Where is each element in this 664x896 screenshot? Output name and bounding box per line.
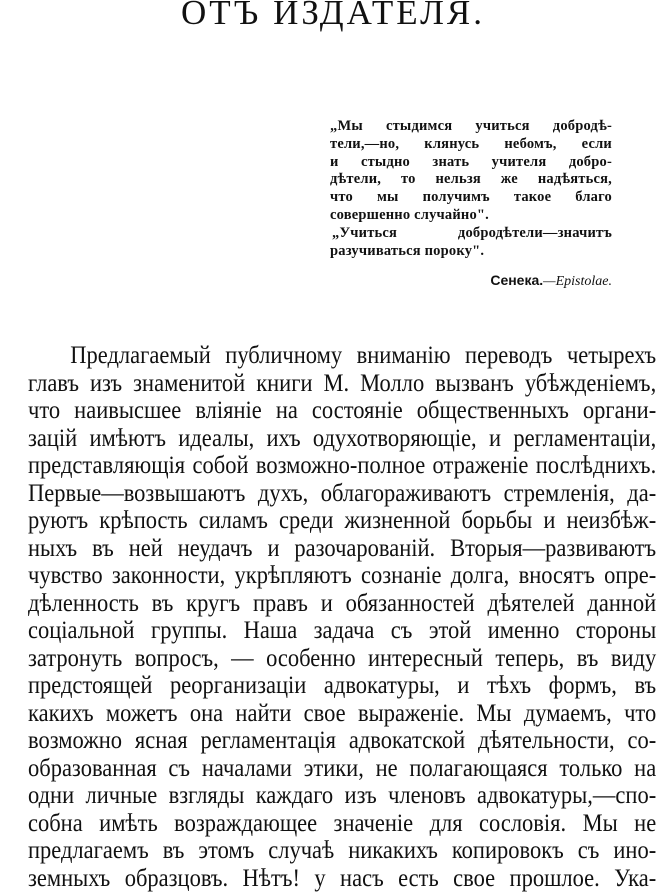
body-line: одни личные взгляды каждаго изъ членовъ адвокатуры,—спо- (28, 782, 657, 809)
epigraph-line: тели,—но, клянусь небомъ, если (330, 135, 612, 152)
body-line: дѣленность въ кругъ правъ и обязанностей дѣятелей данной (28, 589, 657, 617)
page-title: ОТЪ ИЗДАТЕЛЯ. (181, 0, 485, 32)
body-line: представляющія собой возможно-полное отраженіе послѣднихъ. (28, 452, 657, 479)
body-line: предлагаемъ въ этомъ случаѣ никакихъ копировокъ съ ино- (28, 837, 657, 864)
epigraph-line: разучиваться пороку". (330, 242, 485, 259)
body-line: какихъ можетъ она найти свое выраженіе. Мы думаемъ, что (28, 699, 657, 727)
epigraph-line: „Мы стыдимся учиться добродѣ- (330, 118, 612, 134)
body-line: земныхъ образцовъ. Нѣтъ! у насъ есть свое прошлое. Ука- (28, 864, 657, 892)
epigraph (330, 118, 612, 260)
body-line: ныхъ въ ней неудачъ и разочарованій. Вторыя—развиваютъ (28, 534, 657, 562)
epigraph-source: —Epistolae. (543, 274, 612, 289)
body-line: затронуть вопросъ, — особенно интересный теперь, въ виду (28, 644, 657, 672)
body-line: Первые—возвышаютъ духъ, облагораживаютъ стремленія, да- (28, 479, 657, 507)
body-line: соціальной группы. Наша задача съ этой именно стороны (28, 617, 657, 644)
body-line: Предлагаемый публичному вниманію переводъ четырехъ (70, 342, 657, 369)
body-line: предстоящей реорганизаціи адвокатуры, и тѣхъ формъ, въ (28, 672, 657, 699)
epigraph-attribution (490, 272, 612, 290)
epigraph-line: дѣтели, то нельзя же надѣяться, (330, 171, 612, 188)
body-line: образованная съ началами этики, не полагающаяся только на (28, 754, 657, 782)
epigraph-line: что мы получимъ такое благо (330, 189, 612, 206)
epigraph-line: и стыдно знать учителя добро- (330, 153, 612, 170)
epigraph-author: Сенека. (490, 272, 544, 288)
body-line: чувство законности, укрѣпляютъ сознаніе долга, вносятъ опре- (28, 562, 657, 589)
body-line: возможно ясная регламентація адвокатской дѣятельности, со- (28, 727, 657, 754)
body-text (28, 342, 656, 892)
body-line: что наивысшее вліяніе на состояніе общественныхъ органи- (28, 397, 657, 424)
epigraph-line: совершенно случайно". (330, 206, 489, 223)
body-line: собна имѣть возраждающее значеніе для сословія. Мы не (28, 809, 657, 837)
epigraph-line: „Учиться добродѣтели—значитъ (332, 224, 612, 241)
body-line: главъ изъ знаменитой книги М. Молло вызванъ убѣжденіемъ, (28, 369, 657, 397)
body-line: руютъ крѣпость силамъ среди жизненной борьбы и неизбѣж- (28, 507, 657, 534)
body-line: зацій имѣютъ идеалы, ихъ одухотворяющіе, и регламентаціи, (28, 424, 657, 452)
